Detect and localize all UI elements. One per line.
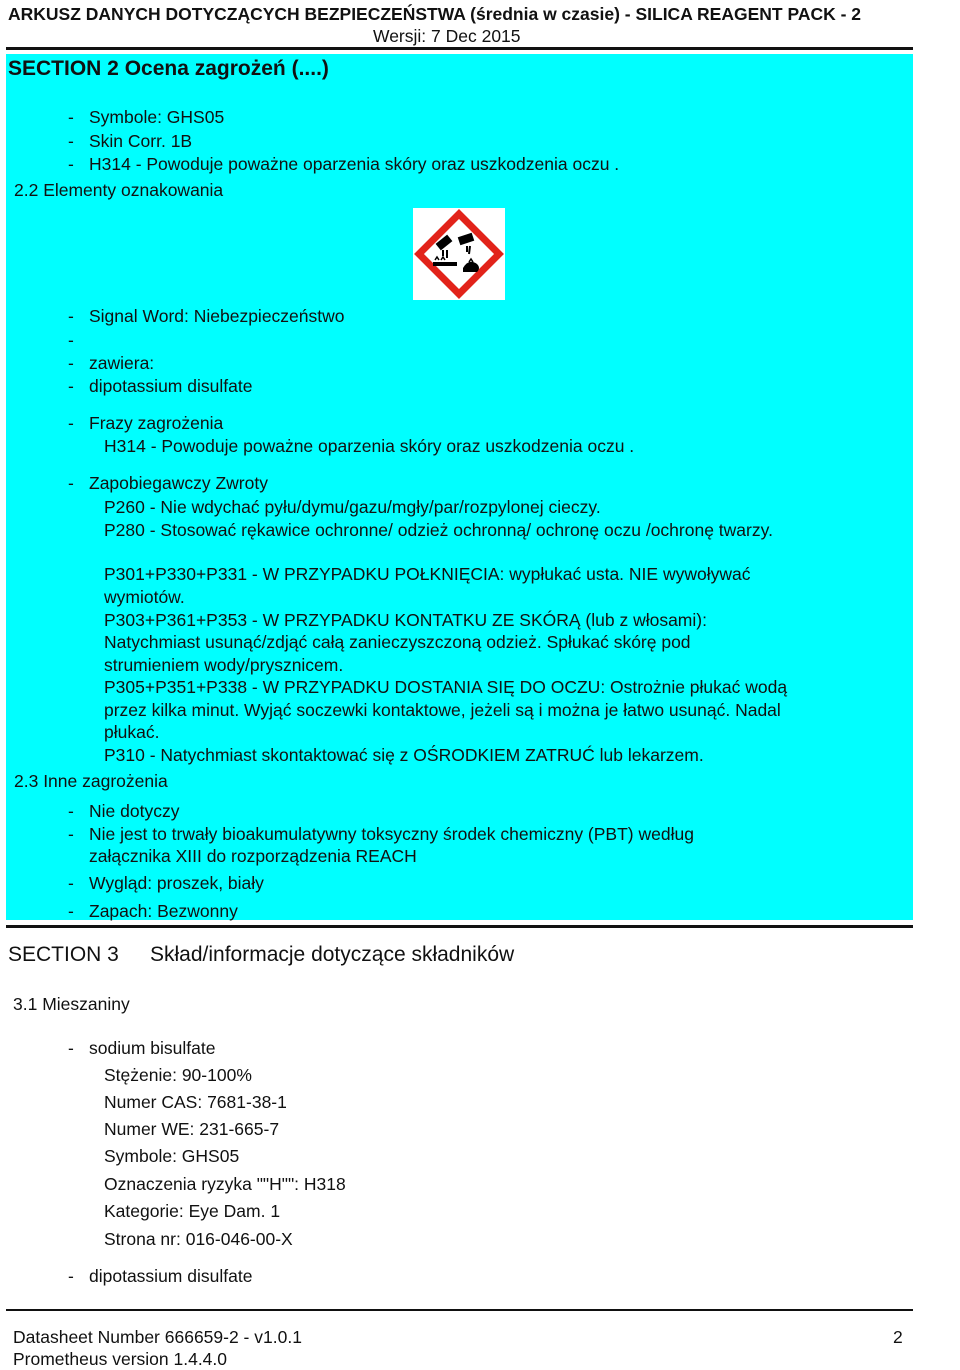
list-dash: - — [68, 473, 74, 493]
prometheus-version: Prometheus version 1.4.4.0 — [13, 1349, 228, 1369]
list-dash: - — [68, 107, 74, 127]
list-dash: - — [68, 306, 74, 326]
document-title: ARKUSZ DANYCH DOTYCZĄCYCH BEZPIECZEŃSTWA (średnia w czasie) - SILICA REAGENT PACK - 2 — [8, 4, 862, 24]
component-property: Stężenie: 90-100% — [104, 1065, 252, 1085]
list-dash: - — [68, 1038, 74, 1058]
list-dash: - — [68, 1266, 74, 1286]
version-date: Wersji: 7 Dec 2015 — [373, 26, 521, 46]
section3-rule — [6, 925, 913, 928]
precaution-line: P305+P351+P338 - W PRZYPADKU DOSTANIA SIĘ DO OCZU: Ostrożnie płukać wodą — [104, 677, 788, 697]
subsection-2-2-label: 2.2 Elementy oznakowania — [14, 180, 224, 200]
appearance: Wygląd: proszek, biały — [89, 873, 264, 893]
precaution-line: P301+P330+P331 - W PRZYPADKU POŁKNIĘCIA: wypłukać usta. NIE wywoływać — [104, 564, 751, 584]
list-dash: - — [68, 801, 74, 821]
classification-item: Skin Corr. 1B — [89, 131, 193, 151]
list-dash: - — [68, 154, 74, 174]
section3-heading-title: Skład/informacje dotyczące składników — [150, 943, 515, 966]
hazard-phrases-label: Frazy zagrożenia — [89, 413, 224, 433]
contains-label: zawiera: — [89, 353, 155, 373]
classification-item: Symbole: GHS05 — [89, 107, 225, 127]
datasheet-number: Datasheet Number 666659-2 - v1.0.1 — [13, 1327, 302, 1347]
component-property: Symbole: GHS05 — [104, 1146, 240, 1166]
other-hazard-item: Nie jest to trwały bioakumulatywny toksyczny środek chemiczny (PBT) według — [89, 824, 694, 844]
classification-item: H314 - Powoduje poważne oparzenia skóry oraz uszkodzenia oczu . — [89, 154, 620, 174]
precaution-line: P303+P361+P353 - W PRZYPADKU KONTATKU ZE SKÓRĄ (lub z włosami): — [104, 610, 707, 630]
component-name: sodium bisulfate — [89, 1038, 216, 1058]
header-rule — [6, 47, 913, 50]
precaution-line: P310 - Natychmiast skontaktować się z OŚRODKIEM ZATRUĆ lub lekarzem. — [104, 745, 704, 765]
subsection-3-1-label: 3.1 Mieszaniny — [13, 994, 130, 1014]
list-dash: - — [68, 376, 74, 396]
component-property: Oznaczenia ryzyka ""H"": H318 — [104, 1174, 346, 1194]
list-dash: - — [68, 873, 74, 893]
precaution-line: P280 - Stosować rękawice ochronne/ odzież ochronną/ ochronę oczu /ochronę twarzy. — [104, 520, 773, 540]
odor: Zapach: Bezwonny — [89, 901, 238, 921]
subsection-2-3-label: 2.3 Inne zagrożenia — [14, 771, 168, 791]
list-dash: - — [68, 901, 74, 921]
footer-rule — [6, 1309, 913, 1311]
contains-substance: dipotassium disulfate — [89, 376, 253, 396]
signal-word: Signal Word: Niebezpieczeństwo — [89, 306, 345, 326]
component-name: dipotassium disulfate — [89, 1266, 253, 1286]
list-dash: - — [68, 330, 74, 350]
precaution-label: Zapobiegawczy Zwroty — [89, 473, 268, 493]
precaution-line: strumieniem wody/prysznicem. — [104, 655, 344, 675]
component-property: Kategorie: Eye Dam. 1 — [104, 1201, 281, 1221]
list-dash: - — [68, 131, 74, 151]
other-hazard-item: Nie dotyczy — [89, 801, 180, 821]
other-hazard-item: załącznika XIII do rozporządzenia REACH — [89, 846, 417, 866]
list-dash: - — [68, 413, 74, 433]
section2-heading: SECTION 2 Ocena zagrożeń (....) — [8, 57, 329, 80]
list-dash: - — [68, 353, 74, 373]
ghs05-corrosion-icon — [413, 208, 505, 300]
section3-heading-number: SECTION 3 — [8, 943, 119, 966]
component-property: Strona nr: 016-046-00-X — [104, 1229, 293, 1249]
precaution-line: wymiotów. — [104, 587, 185, 607]
precaution-line: P260 - Nie wdychać pyłu/dymu/gazu/mgły/par/rozpylonej cieczy. — [104, 497, 601, 517]
hazard-phrase: H314 - Powoduje poważne oparzenia skóry oraz uszkodzenia oczu . — [104, 436, 635, 456]
component-property: Numer CAS: 7681-38-1 — [104, 1092, 287, 1112]
page-number: 2 — [893, 1327, 903, 1347]
component-property: Numer WE: 231-665-7 — [104, 1119, 280, 1139]
precaution-line: Natychmiast usunąć/zdjąć całą zanieczyszczoną odzież. Spłukać skórę pod — [104, 632, 691, 652]
precaution-line: przez kilka minut. Wyjąć soczewki kontaktowe, jeżeli są i można je łatwo usunąć. Nadal — [104, 700, 781, 720]
precaution-line: płukać. — [104, 722, 160, 742]
list-dash: - — [68, 824, 74, 844]
